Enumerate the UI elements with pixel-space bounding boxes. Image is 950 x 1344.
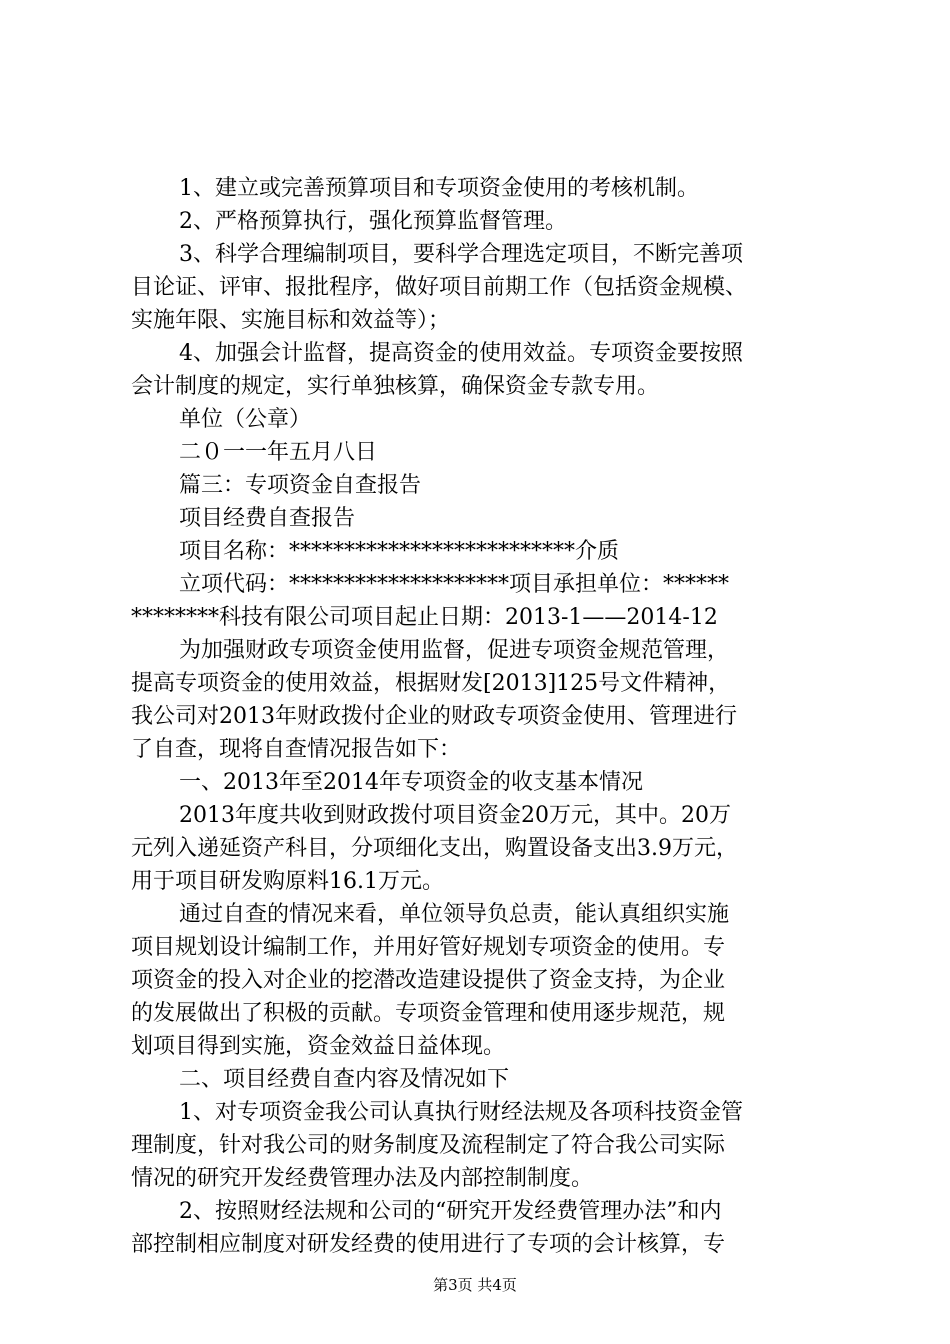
text-line: 1、建立或完善预算项目和专项资金使用的考核机制。	[179, 176, 699, 201]
text-line: 2013年度共收到财政拨付项目资金20万元，其中。20万	[179, 803, 731, 828]
text-line: 划项目得到实施，资金效益日益体现。	[131, 1034, 506, 1059]
text-line: 提高专项资金的使用效益，根据财发[2013]125号文件精神，	[131, 671, 731, 696]
text-line: 项目规划设计编制工作，并用好管好规划专项资金的使用。专	[131, 935, 726, 960]
text-line: 会计制度的规定，实行单独核算，确保资金专款专用。	[131, 374, 660, 399]
text-line: 篇三：专项资金自查报告	[179, 473, 422, 498]
text-line: 二、项目经费自查内容及情况如下	[179, 1067, 510, 1092]
text-line: 情况的研究开发经费管理办法及内部控制制度。	[131, 1166, 594, 1191]
text-line: 一、2013年至2014年专项资金的收支基本情况	[179, 770, 643, 795]
text-line: 的发展做出了积极的贡献。专项资金管理和使用逐步规范，规	[131, 1001, 726, 1026]
text-line: ********科技有限公司项目起止日期：2013-1——2014-12	[131, 605, 718, 630]
page-footer: 第3页 共4页	[433, 1276, 517, 1294]
text-line: 1、对专项资金我公司认真执行财经法规及各项科技资金管	[179, 1100, 743, 1125]
text-line: 立项代码：********************项目承担单位：******	[179, 572, 730, 597]
document-body	[131, 172, 831, 1261]
text-line: 部控制相应制度对研发经费的使用进行了专项的会计核算，专	[131, 1232, 726, 1257]
text-line: 二０一一年五月八日	[179, 440, 378, 465]
text-line: 4、加强会计监督，提高资金的使用效益。专项资金要按照	[179, 341, 743, 366]
text-line: 理制度，针对我公司的财务制度及流程制定了符合我公司实际	[131, 1133, 726, 1158]
text-line: 2、严格预算执行，强化预算监督管理。	[179, 209, 567, 234]
text-line: 项目名称：**************************介质	[179, 539, 620, 564]
text-line: 目论证、评审、报批程序，做好项目前期工作（包括资金规模、	[131, 275, 748, 300]
text-line: 用于项目研发购原料16.1万元。	[131, 869, 444, 894]
text-line: 实施年限、实施目标和效益等）；	[131, 308, 451, 333]
text-line: 项资金的投入对企业的挖潜改造建设提供了资金支持，为企业	[131, 968, 726, 993]
text-line: 单位（公章）	[179, 407, 312, 432]
text-line: 项目经费自查报告	[179, 506, 356, 531]
text-line: 了自查，现将自查情况报告如下：	[131, 737, 462, 762]
text-line: 元列入递延资产科目，分项细化支出，购置设备支出3.9万元，	[131, 836, 738, 861]
text-line: 为加强财政专项资金使用监督，促进专项资金规范管理，	[179, 638, 730, 663]
text-line: 2、按照财经法规和公司的“研究开发经费管理办法”和内	[179, 1199, 722, 1224]
text-line: 通过自查的情况来看，单位领导负总责，能认真组织实施	[179, 902, 730, 927]
text-line: 3、科学合理编制项目，要科学合理选定项目，不断完善项	[179, 242, 743, 267]
text-line: 我公司对2013年财政拨付企业的财政专项资金使用、管理进行	[131, 704, 737, 729]
